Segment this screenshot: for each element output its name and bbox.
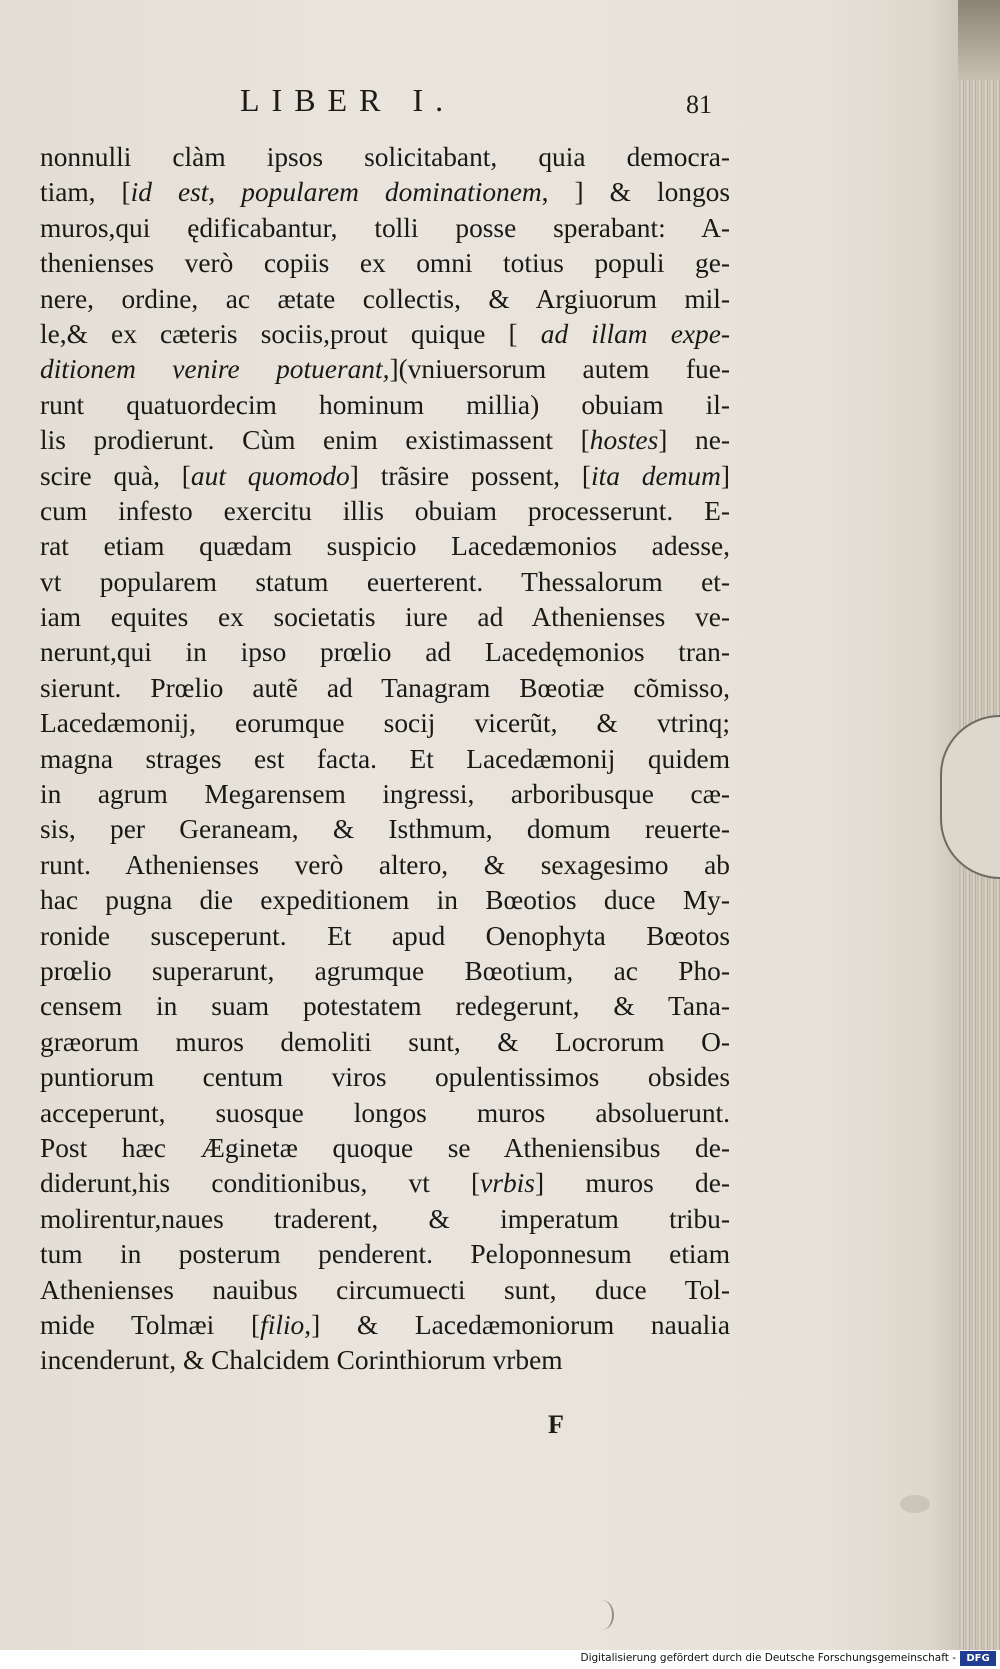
text-line — [40, 919, 730, 954]
italic-run: ad illam expe- — [540, 318, 730, 349]
text-run: in agrum Megarensem ingressi, arboribusque cæ- — [40, 779, 730, 810]
page-edges-shadow — [958, 0, 1000, 80]
body-text — [40, 140, 730, 1379]
text-line — [40, 352, 730, 387]
text-line — [40, 635, 730, 670]
text-line — [40, 1237, 730, 1272]
text-line — [40, 848, 730, 883]
text-line — [40, 175, 730, 210]
text-line — [40, 317, 730, 352]
text-line — [40, 1343, 730, 1378]
italic-run: ita demum — [590, 460, 721, 491]
text-run: ] trãsire possent, [ — [349, 460, 591, 491]
text-run: runt quatuordecim hominum millia) obuiam il- — [40, 389, 730, 420]
text-run: mide Tolmæi [ — [40, 1309, 261, 1340]
text-run: lis prodierunt. Cùm enim existimassent [ — [40, 425, 590, 456]
italic-run: filio, — [260, 1309, 312, 1340]
text-run: acceperunt, suosque longos muros absoluerunt. — [40, 1097, 730, 1128]
text-line — [40, 494, 730, 529]
text-run: molirentur,naues traderent, & imperatum tribu- — [40, 1203, 730, 1234]
italic-run: vrbis — [480, 1168, 535, 1199]
text-run: Lacedæmonij, eorumque socij vicerũt, & vtrinq; — [40, 708, 730, 739]
text-run: muros,qui ędificabantur, tolli posse sperabant: A- — [40, 212, 730, 243]
text-run: runt. Athenienses verò altero, & sexagesimo ab — [40, 849, 730, 880]
text-line — [40, 989, 730, 1024]
text-run: ](vniuersorum autem fue- — [389, 354, 730, 385]
italic-run: ditionem venire potuerant, — [40, 354, 390, 385]
text-run: ] ne- — [658, 425, 730, 456]
text-run: tiam, [ — [40, 177, 131, 208]
text-line — [40, 140, 730, 175]
text-run: græorum muros demoliti sunt, & Locrorum O- — [40, 1026, 730, 1057]
text-run: rat etiam quædam suspicio Lacedæmonios adesse, — [40, 531, 730, 562]
text-run: diderunt,his conditionibus, vt [ — [40, 1168, 481, 1199]
text-line — [40, 1166, 730, 1201]
text-line — [40, 600, 730, 635]
text-run: scire quà, [ — [40, 460, 191, 491]
text-line — [40, 1273, 730, 1308]
text-run: thenienses verò copiis ex omni totius populi ge- — [40, 248, 730, 279]
text-run: nere, ordine, ac ætate collectis, & Argiuorum mil- — [40, 283, 730, 314]
text-run: ronide susceperunt. Et apud Oenophyta Bœotos — [40, 920, 730, 951]
footer-credit: Digitalisierung gefördert durch die Deutsche Forschungsgemeinschaft - — [580, 1652, 956, 1664]
text-run: le,& ex cæteris sociis,prout quique [ — [40, 318, 541, 349]
text-line — [40, 883, 730, 918]
text-line — [40, 1308, 730, 1343]
text-line — [40, 1060, 730, 1095]
text-run: hac pugna die expeditionem in Bœotios duce My- — [40, 885, 730, 916]
running-head: LIBER I. — [240, 82, 456, 118]
text-run: , ] & longos — [541, 177, 730, 208]
text-line — [40, 812, 730, 847]
signature-mark: F — [548, 1410, 564, 1439]
text-run: Post hæc Æginetæ quoque se Atheniensibus de- — [40, 1132, 730, 1163]
text-line — [40, 1202, 730, 1237]
text-line — [40, 777, 730, 812]
text-line — [40, 211, 730, 246]
text-run: sis, per Geraneam, & Isthmum, domum reuerte- — [40, 814, 730, 845]
text-line — [40, 459, 730, 494]
text-run: censem in suam potestatem redegerunt, & Tana- — [40, 991, 730, 1022]
dfg-logo: DFG — [960, 1651, 996, 1666]
text-run: iam equites ex societatis iure ad Athenienses ve- — [40, 602, 730, 633]
text-line — [40, 742, 730, 777]
text-line — [40, 671, 730, 706]
text-line — [40, 423, 730, 458]
text-run: ] & Lacedæmoniorum naualia — [311, 1309, 730, 1340]
text-run: vt popularem statum euerterent. Thessalorum et- — [40, 566, 730, 597]
page-number: 81 — [686, 90, 712, 119]
text-run: tum in posterum penderent. Peloponnesum etiam — [40, 1239, 730, 1270]
smudge — [590, 1600, 614, 1630]
text-run: Athenienses nauibus circumuecti sunt, duce Tol- — [40, 1274, 730, 1305]
text-run: puntiorum centum viros opulentissimos obsides — [40, 1062, 730, 1093]
text-line — [40, 954, 730, 989]
smudge — [900, 1495, 930, 1513]
text-line — [40, 529, 730, 564]
text-run: nonnulli clàm ipsos solicitabant, quia democra- — [40, 142, 730, 172]
text-line — [40, 706, 730, 741]
italic-run: aut quomodo — [190, 460, 350, 491]
text-run: sierunt. Prœlio autẽ ad Tanagram Bœotiæ cõmisso, — [40, 672, 730, 703]
text-line — [40, 282, 730, 317]
text-run: ] muros de- — [534, 1168, 730, 1199]
text-line — [40, 565, 730, 600]
text-line — [40, 246, 730, 281]
text-line — [40, 1096, 730, 1131]
text-line — [40, 1131, 730, 1166]
text-run: prœlio superarunt, agrumque Bœotium, ac Pho- — [40, 955, 730, 986]
text-run: incenderunt, & Chalcidem Corinthiorum vrbem — [40, 1345, 563, 1376]
text-run: nerunt,qui in ipso prœlio ad Lacedęmonios tran- — [40, 637, 730, 668]
text-run: cum infesto exercitu illis obuiam processerunt. E- — [40, 495, 730, 526]
text-line — [40, 1025, 730, 1060]
text-line — [40, 388, 730, 423]
italic-run: hostes — [589, 425, 659, 456]
text-run: ] — [720, 460, 730, 491]
italic-run: id est, popularem dominationem — [130, 177, 542, 208]
text-run: magna strages est facta. Et Lacedæmonij quidem — [40, 743, 730, 774]
